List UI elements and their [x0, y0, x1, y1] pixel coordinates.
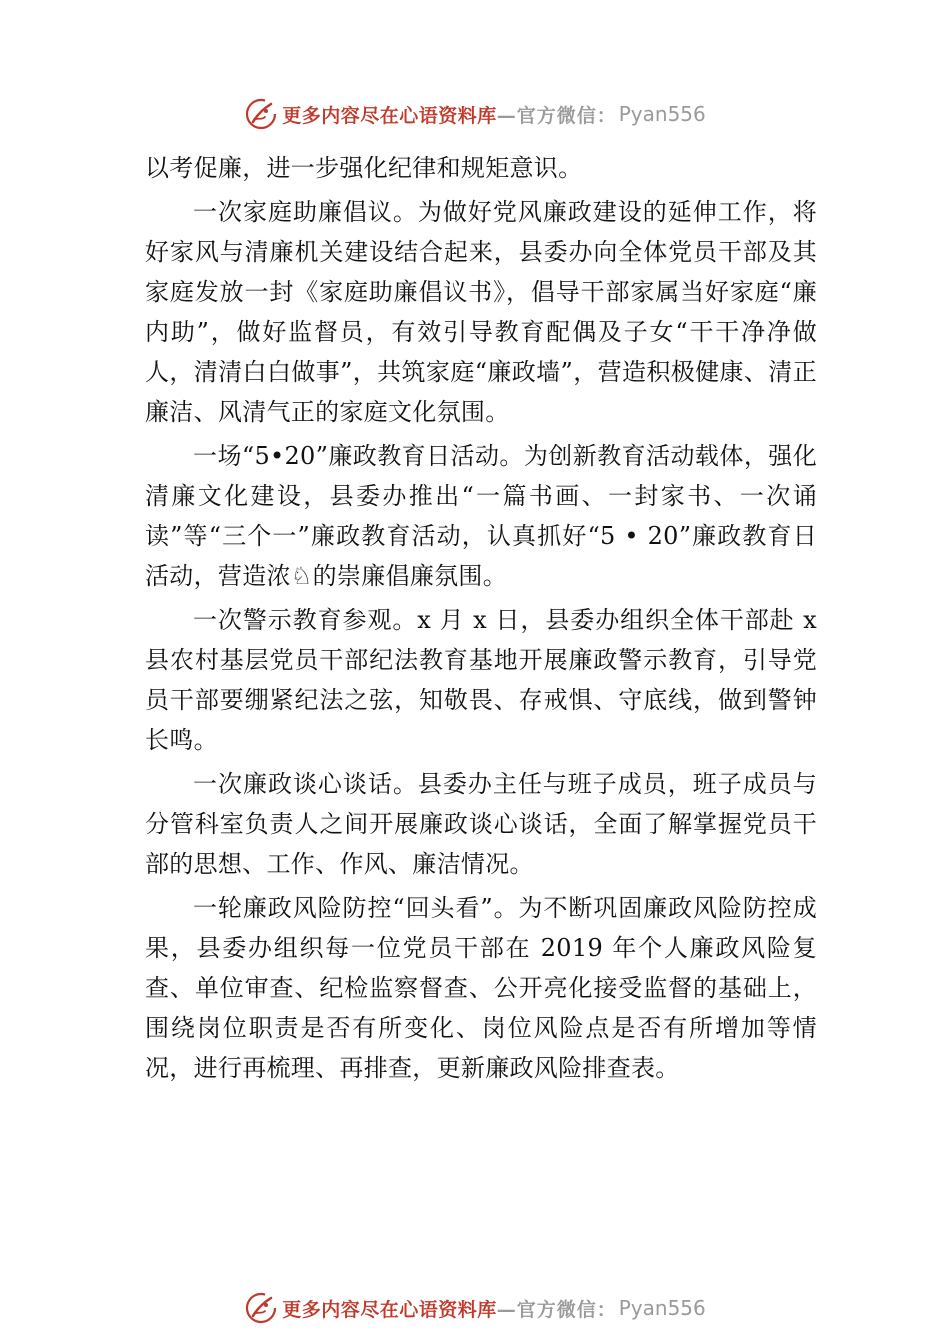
- paragraph-520-education-day: 一场“5•20”廉政教育日活动。为创新教育活动载体，强化清廉文化建设，县委办推出“一篇书画、一封家书、一次诵读”等“三个一”廉政教育活动，认真抓好“5 • 20”廉政教育日活动，营造浓♘的崇廉倡廉氛围。: [145, 442, 817, 590]
- watermark-wechat-id: Pyan556: [618, 1296, 706, 1320]
- watermark-separator-text: —官方微信：: [496, 104, 617, 127]
- paragraph-warning-visit: 一次警示教育参观。x 月 x 日，县委办组织全体干部赴 x 县农村基层党员干部纪法教育基地开展廉政警示教育，引导党员干部要绷紧纪法之弦，知敬畏、存戒惧、守底线，做到警钟长鸣。: [145, 606, 817, 754]
- watermark-wechat-id: Pyan556: [618, 102, 706, 126]
- brush-logo-icon: [244, 1291, 278, 1325]
- paragraph-continuation: 以考促廉，进一步强化纪律和规矩意识。: [145, 154, 583, 182]
- header-watermark: [0, 94, 950, 134]
- document-body: [145, 148, 817, 1092]
- brush-logo-icon: [244, 97, 278, 131]
- watermark-brand-text: 更多内容尽在心语资料库: [282, 1298, 497, 1321]
- paragraph-heart-to-heart-talk: 一次廉政谈心谈话。县委办主任与班子成员，班子成员与分管科室负责人之间开展廉政谈心谈话，全面了解掌握党员干部的思想、工作、作风、廉洁情况。: [145, 770, 817, 878]
- watermark-separator-text: —官方微信：: [496, 1298, 617, 1321]
- footer-watermark: [0, 1288, 950, 1328]
- paragraph-risk-review: 一轮廉政风险防控“回头看”。为不断巩固廉政风险防控成果，县委办组织每一位党员干部在 2019 年个人廉政风险复查、单位审查、纪检监察督查、公开亮化接受监督的基础上，围绕岗位职责是否有所变化、岗位风险点是否有所增加等情况，进行再梳理、再排查，更新廉政风险排查表。: [145, 894, 817, 1082]
- watermark-brand-text: 更多内容尽在心语资料库: [282, 104, 497, 127]
- paragraph-family-initiative: 一次家庭助廉倡议。为做好党风廉政建设的延伸工作，将好家风与清廉机关建设结合起来，县委办向全体党员干部及其家庭发放一封《家庭助廉倡议书》，倡导干部家属当好家庭“廉内助”，做好监督员，有效引导教育配偶及子女“干干净净做人，清清白白做事”，共筑家庭“廉政墙”，营造积极健康、清正廉洁、风清气正的家庭文化氛围。: [145, 198, 817, 426]
